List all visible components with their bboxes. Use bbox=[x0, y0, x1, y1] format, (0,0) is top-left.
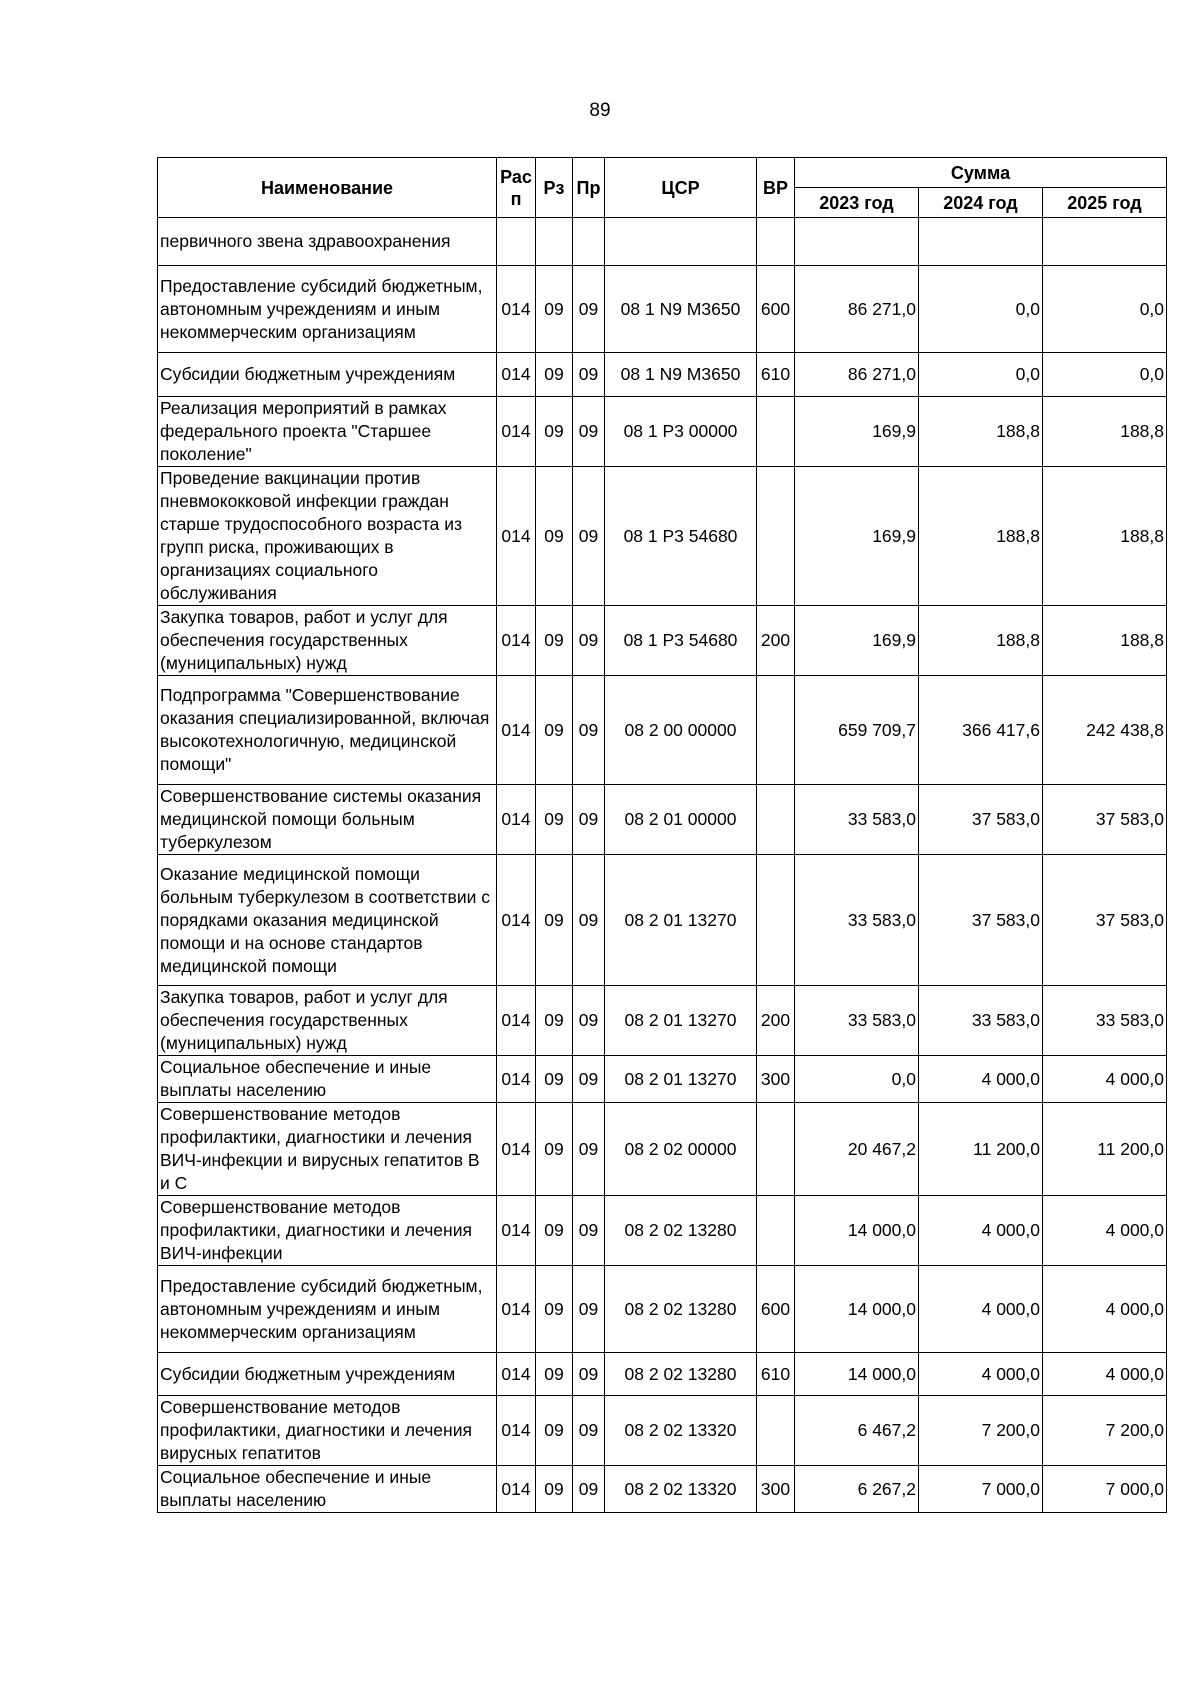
row-rasp: 014 bbox=[497, 1266, 536, 1353]
row-pr: 09 bbox=[573, 676, 605, 785]
table-row bbox=[158, 266, 1167, 353]
row-csr: 08 2 00 00000 bbox=[605, 676, 757, 785]
row-amount-2023: 169,9 bbox=[795, 467, 919, 606]
row-name: Совершенствование методов профилактики, диагностики и лечения ВИЧ-инфекции и вирусных гепатитов B и C bbox=[158, 1103, 497, 1196]
row-amount-2025: 7 200,0 bbox=[1043, 1396, 1167, 1466]
row-csr: 08 2 01 13270 bbox=[605, 855, 757, 986]
row-pr bbox=[573, 218, 605, 266]
row-vr bbox=[757, 467, 795, 606]
row-amount-2024: 4 000,0 bbox=[919, 1353, 1043, 1396]
row-amount-2024: 33 583,0 bbox=[919, 986, 1043, 1056]
row-rasp: 014 bbox=[497, 1466, 536, 1513]
header-pr: Пр bbox=[573, 158, 605, 218]
row-amount-2023: 33 583,0 bbox=[795, 855, 919, 986]
row-pr: 09 bbox=[573, 1466, 605, 1513]
row-amount-2023: 6 267,2 bbox=[795, 1466, 919, 1513]
table-row bbox=[158, 855, 1167, 986]
row-amount-2023: 20 467,2 bbox=[795, 1103, 919, 1196]
row-rz: 09 bbox=[536, 467, 573, 606]
row-pr: 09 bbox=[573, 1056, 605, 1103]
row-rz: 09 bbox=[536, 855, 573, 986]
row-amount-2024: 0,0 bbox=[919, 353, 1043, 397]
row-name: Социальное обеспечение и иные выплаты населению bbox=[158, 1056, 497, 1103]
row-csr: 08 2 02 13280 bbox=[605, 1266, 757, 1353]
row-pr: 09 bbox=[573, 266, 605, 353]
row-amount-2025: 37 583,0 bbox=[1043, 855, 1167, 986]
row-amount-2024 bbox=[919, 218, 1043, 266]
row-amount-2025: 242 438,8 bbox=[1043, 676, 1167, 785]
row-amount-2025: 11 200,0 bbox=[1043, 1103, 1167, 1196]
row-csr: 08 2 01 13270 bbox=[605, 1056, 757, 1103]
row-csr: 08 2 02 13280 bbox=[605, 1196, 757, 1266]
row-name: Совершенствование системы оказания медицинской помощи больным туберкулезом bbox=[158, 785, 497, 855]
row-rz: 09 bbox=[536, 1196, 573, 1266]
row-rz: 09 bbox=[536, 606, 573, 676]
row-rz: 09 bbox=[536, 397, 573, 467]
header-rasp: Рас п bbox=[497, 158, 536, 218]
row-amount-2024: 0,0 bbox=[919, 266, 1043, 353]
row-rasp: 014 bbox=[497, 986, 536, 1056]
row-rasp: 014 bbox=[497, 785, 536, 855]
row-amount-2024: 4 000,0 bbox=[919, 1196, 1043, 1266]
row-amount-2025: 0,0 bbox=[1043, 353, 1167, 397]
row-vr bbox=[757, 676, 795, 785]
table-row bbox=[158, 1196, 1167, 1266]
row-rasp: 014 bbox=[497, 467, 536, 606]
row-rz: 09 bbox=[536, 1396, 573, 1466]
row-pr: 09 bbox=[573, 1353, 605, 1396]
row-rz bbox=[536, 218, 573, 266]
row-amount-2025: 4 000,0 bbox=[1043, 1266, 1167, 1353]
row-vr: 300 bbox=[757, 1466, 795, 1513]
row-amount-2023: 0,0 bbox=[795, 1056, 919, 1103]
row-rz: 09 bbox=[536, 986, 573, 1056]
row-pr: 09 bbox=[573, 353, 605, 397]
row-name: Субсидии бюджетным учреждениям bbox=[158, 1353, 497, 1396]
table-row bbox=[158, 606, 1167, 676]
table-row bbox=[158, 353, 1167, 397]
row-amount-2023: 33 583,0 bbox=[795, 986, 919, 1056]
row-name: Субсидии бюджетным учреждениям bbox=[158, 353, 497, 397]
row-amount-2025: 7 000,0 bbox=[1043, 1466, 1167, 1513]
row-amount-2025: 37 583,0 bbox=[1043, 785, 1167, 855]
table-row bbox=[158, 1056, 1167, 1103]
row-pr: 09 bbox=[573, 1103, 605, 1196]
row-amount-2023: 14 000,0 bbox=[795, 1196, 919, 1266]
row-amount-2023: 14 000,0 bbox=[795, 1353, 919, 1396]
row-rasp: 014 bbox=[497, 676, 536, 785]
table-row bbox=[158, 1466, 1167, 1513]
table-row bbox=[158, 676, 1167, 785]
table-row bbox=[158, 1103, 1167, 1196]
row-name: Оказание медицинской помощи больным туберкулезом в соответствии с порядками оказания медицинской помощи и на основе стандартов медицинской помощи bbox=[158, 855, 497, 986]
row-amount-2025: 4 000,0 bbox=[1043, 1056, 1167, 1103]
row-vr: 200 bbox=[757, 986, 795, 1056]
row-amount-2023: 86 271,0 bbox=[795, 353, 919, 397]
table-row bbox=[158, 785, 1167, 855]
row-rz: 09 bbox=[536, 676, 573, 785]
row-amount-2023: 33 583,0 bbox=[795, 785, 919, 855]
row-vr: 610 bbox=[757, 353, 795, 397]
row-rz: 09 bbox=[536, 1056, 573, 1103]
row-name: первичного звена здравоохранения bbox=[158, 218, 497, 266]
row-amount-2024: 7 200,0 bbox=[919, 1396, 1043, 1466]
row-rasp: 014 bbox=[497, 1056, 536, 1103]
row-pr: 09 bbox=[573, 785, 605, 855]
table-row bbox=[158, 986, 1167, 1056]
row-amount-2024: 4 000,0 bbox=[919, 1266, 1043, 1353]
row-pr: 09 bbox=[573, 986, 605, 1056]
row-vr: 610 bbox=[757, 1353, 795, 1396]
row-name: Реализация мероприятий в рамках федерального проекта "Старшее поколение" bbox=[158, 397, 497, 467]
row-pr: 09 bbox=[573, 1266, 605, 1353]
row-amount-2023: 659 709,7 bbox=[795, 676, 919, 785]
row-vr: 600 bbox=[757, 1266, 795, 1353]
row-rasp: 014 bbox=[497, 353, 536, 397]
row-csr: 08 1 P3 00000 bbox=[605, 397, 757, 467]
row-csr: 08 2 01 13270 bbox=[605, 986, 757, 1056]
row-amount-2024: 188,8 bbox=[919, 467, 1043, 606]
header-year-2025: 2025 год bbox=[1043, 188, 1167, 218]
row-vr bbox=[757, 1103, 795, 1196]
row-rasp: 014 bbox=[497, 606, 536, 676]
row-csr: 08 1 P3 54680 bbox=[605, 606, 757, 676]
row-pr: 09 bbox=[573, 467, 605, 606]
row-rasp: 014 bbox=[497, 1196, 536, 1266]
row-amount-2023: 86 271,0 bbox=[795, 266, 919, 353]
row-rz: 09 bbox=[536, 785, 573, 855]
row-amount-2025: 4 000,0 bbox=[1043, 1196, 1167, 1266]
header-year-2024: 2024 год bbox=[919, 188, 1043, 218]
row-pr: 09 bbox=[573, 397, 605, 467]
row-name: Закупка товаров, работ и услуг для обеспечения государственных (муниципальных) нужд bbox=[158, 986, 497, 1056]
row-amount-2023: 6 467,2 bbox=[795, 1396, 919, 1466]
row-csr: 08 2 02 13280 bbox=[605, 1353, 757, 1396]
row-amount-2025: 188,8 bbox=[1043, 467, 1167, 606]
row-rasp: 014 bbox=[497, 1396, 536, 1466]
table-row bbox=[158, 467, 1167, 606]
row-rasp: 014 bbox=[497, 266, 536, 353]
row-amount-2023: 14 000,0 bbox=[795, 1266, 919, 1353]
row-vr: 600 bbox=[757, 266, 795, 353]
table-row bbox=[158, 1396, 1167, 1466]
row-rasp: 014 bbox=[497, 1353, 536, 1396]
row-amount-2024: 37 583,0 bbox=[919, 855, 1043, 986]
row-amount-2025: 33 583,0 bbox=[1043, 986, 1167, 1056]
row-name: Закупка товаров, работ и услуг для обеспечения государственных (муниципальных) нужд bbox=[158, 606, 497, 676]
row-rasp bbox=[497, 218, 536, 266]
row-name: Совершенствование методов профилактики, диагностики и лечения ВИЧ-инфекции bbox=[158, 1196, 497, 1266]
table-row bbox=[158, 218, 1167, 266]
header-summa: Сумма bbox=[795, 158, 1167, 188]
row-csr: 08 2 02 13320 bbox=[605, 1466, 757, 1513]
row-name: Предоставление субсидий бюджетным, автономным учреждениям и иным некоммерческим организациям bbox=[158, 266, 497, 353]
row-name: Совершенствование методов профилактики, диагностики и лечения вирусных гепатитов bbox=[158, 1396, 497, 1466]
row-amount-2025: 0,0 bbox=[1043, 266, 1167, 353]
row-csr: 08 1 N9 M3650 bbox=[605, 353, 757, 397]
row-amount-2025: 188,8 bbox=[1043, 606, 1167, 676]
header-name: Наименование bbox=[158, 158, 497, 218]
header-rz: Рз bbox=[536, 158, 573, 218]
page-number: 89 bbox=[589, 100, 611, 121]
table-header bbox=[158, 158, 1167, 218]
row-csr bbox=[605, 218, 757, 266]
header-vr: ВР bbox=[757, 158, 795, 218]
row-name: Проведение вакцинации против пневмококковой инфекции граждан старше трудоспособного возраста из групп риска, проживающих в организациях социального обслуживания bbox=[158, 467, 497, 606]
row-amount-2025: 188,8 bbox=[1043, 397, 1167, 467]
table-row bbox=[158, 397, 1167, 467]
row-csr: 08 2 01 00000 bbox=[605, 785, 757, 855]
row-pr: 09 bbox=[573, 1196, 605, 1266]
table-row bbox=[158, 1353, 1167, 1396]
row-csr: 08 2 02 13320 bbox=[605, 1396, 757, 1466]
row-csr: 08 1 N9 M3650 bbox=[605, 266, 757, 353]
row-pr: 09 bbox=[573, 1396, 605, 1466]
row-amount-2024: 188,8 bbox=[919, 397, 1043, 467]
row-rz: 09 bbox=[536, 1266, 573, 1353]
row-amount-2024: 366 417,6 bbox=[919, 676, 1043, 785]
row-vr: 200 bbox=[757, 606, 795, 676]
row-name: Предоставление субсидий бюджетным, автономным учреждениям и иным некоммерческим организациям bbox=[158, 1266, 497, 1353]
row-amount-2024: 37 583,0 bbox=[919, 785, 1043, 855]
row-amount-2023 bbox=[795, 218, 919, 266]
row-vr bbox=[757, 1196, 795, 1266]
row-rasp: 014 bbox=[497, 855, 536, 986]
row-amount-2024: 7 000,0 bbox=[919, 1466, 1043, 1513]
row-name: Подпрограмма "Совершенствование оказания специализированной, включая высокотехнологичную, медицинской помощи" bbox=[158, 676, 497, 785]
row-name: Социальное обеспечение и иные выплаты населению bbox=[158, 1466, 497, 1513]
row-csr: 08 1 P3 54680 bbox=[605, 467, 757, 606]
row-amount-2024: 11 200,0 bbox=[919, 1103, 1043, 1196]
row-amount-2025: 4 000,0 bbox=[1043, 1353, 1167, 1396]
header-year-2023: 2023 год bbox=[795, 188, 919, 218]
row-rasp: 014 bbox=[497, 1103, 536, 1196]
row-pr: 09 bbox=[573, 855, 605, 986]
row-amount-2023: 169,9 bbox=[795, 606, 919, 676]
row-vr bbox=[757, 855, 795, 986]
header-csr: ЦСР bbox=[605, 158, 757, 218]
row-vr bbox=[757, 397, 795, 467]
row-rasp: 014 bbox=[497, 397, 536, 467]
table-body bbox=[158, 218, 1167, 1513]
row-amount-2023: 169,9 bbox=[795, 397, 919, 467]
row-rz: 09 bbox=[536, 1466, 573, 1513]
row-vr: 300 bbox=[757, 1056, 795, 1103]
row-pr: 09 bbox=[573, 606, 605, 676]
row-rz: 09 bbox=[536, 1103, 573, 1196]
row-vr bbox=[757, 785, 795, 855]
table-row bbox=[158, 1266, 1167, 1353]
row-rz: 09 bbox=[536, 266, 573, 353]
row-rz: 09 bbox=[536, 1353, 573, 1396]
row-vr bbox=[757, 218, 795, 266]
row-amount-2024: 4 000,0 bbox=[919, 1056, 1043, 1103]
row-rz: 09 bbox=[536, 353, 573, 397]
row-vr bbox=[757, 1396, 795, 1466]
budget-table bbox=[157, 157, 1167, 1513]
row-csr: 08 2 02 00000 bbox=[605, 1103, 757, 1196]
row-amount-2024: 188,8 bbox=[919, 606, 1043, 676]
row-amount-2025 bbox=[1043, 218, 1167, 266]
